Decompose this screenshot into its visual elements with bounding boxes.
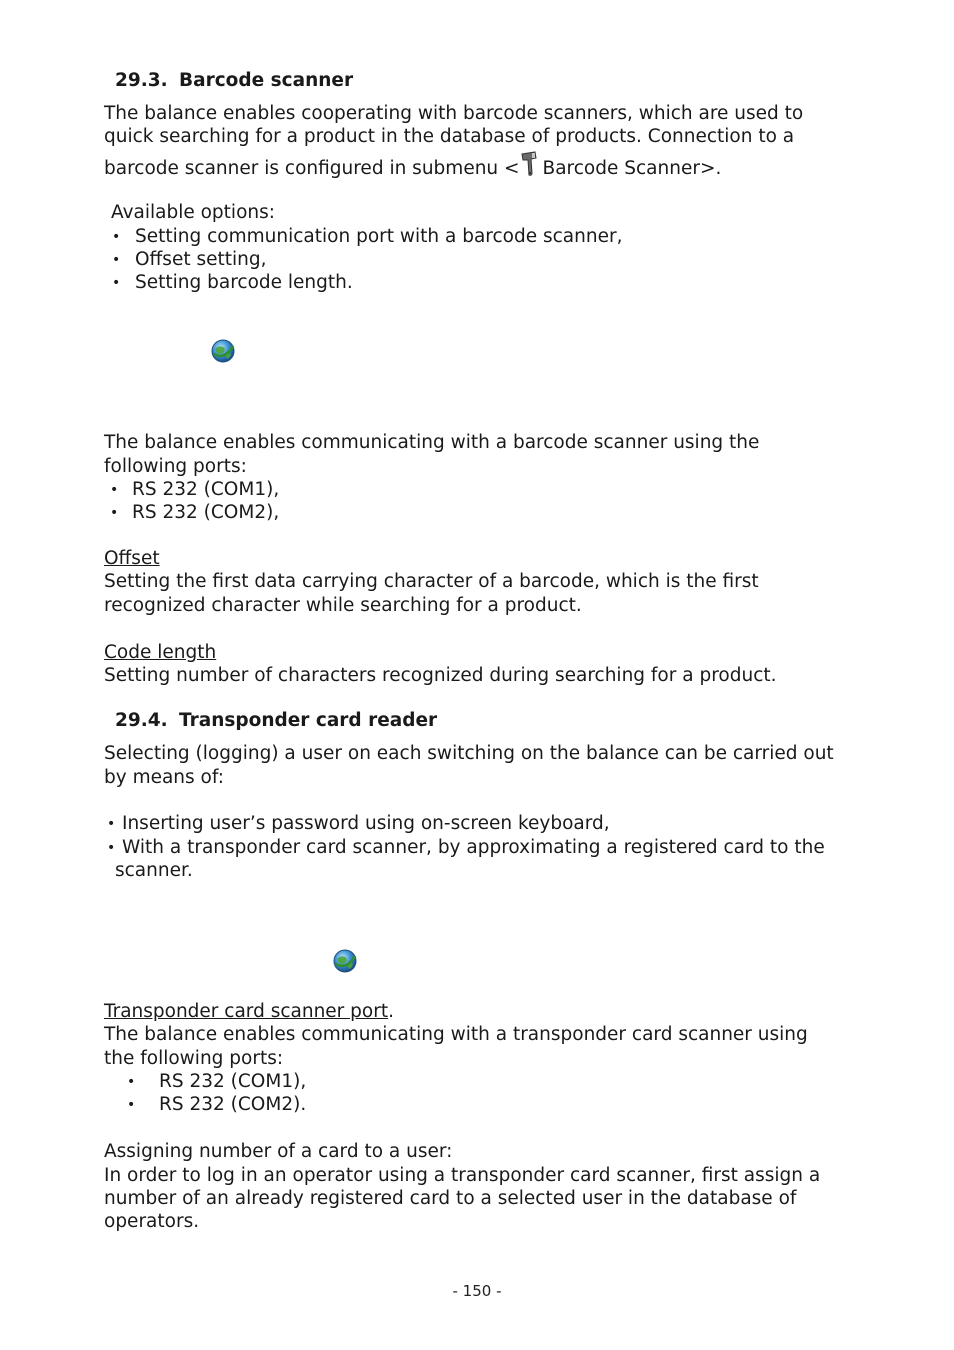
bullet-icon: •: [127, 1097, 136, 1113]
bullet-icon: •: [107, 840, 116, 856]
globe-icon: [210, 338, 236, 364]
paragraph-line: [104, 151, 721, 181]
bullet-icon: •: [112, 252, 121, 268]
bullet-icon: •: [112, 229, 121, 245]
list-item: Offset setting,: [135, 249, 267, 270]
list-item: RS 232 (COM2),: [132, 502, 280, 523]
paragraph-line: quick searching for a product in the database of products. Connection to a: [104, 126, 795, 147]
bullet-icon: •: [112, 275, 121, 291]
options-label: Available options:: [111, 202, 275, 223]
subheading-assign: Assigning number of a card to a user:: [104, 1141, 453, 1162]
paragraph-line: The balance enables cooperating with barcode scanners, which are used to: [104, 103, 804, 124]
paragraph-line: Selecting (logging) a user on each switching on the balance can be carried out: [104, 743, 834, 764]
list-item: With a transponder card scanner, by approximating a registered card to the: [122, 837, 825, 858]
bullet-icon: •: [110, 482, 119, 498]
list-item: RS 232 (COM1),: [159, 1071, 307, 1092]
section-title: Barcode scanner: [179, 70, 354, 91]
subheading-offset: Offset: [104, 548, 160, 569]
bullet-icon: •: [107, 816, 116, 832]
subheading-port: [104, 1000, 394, 1024]
paragraph-line: The balance enables communicating with a barcode scanner using the: [104, 432, 760, 453]
paragraph-line: by means of:: [104, 767, 224, 788]
barcode-scanner-icon: [520, 151, 540, 177]
section-number: 29.4.: [115, 710, 168, 731]
list-item: RS 232 (COM1),: [132, 479, 280, 500]
port-subheading-text: Transponder card scanner port: [104, 1001, 389, 1022]
page-number: - 150 -: [452, 1282, 502, 1300]
bullet-icon: •: [110, 505, 119, 521]
paragraph-line: In order to log in an operator using a transponder card scanner, first assign a: [104, 1165, 821, 1186]
list-item: Setting communication port with a barcode scanner,: [135, 226, 623, 247]
list-item-continuation: scanner.: [115, 860, 193, 881]
paragraph-line: Setting the first data carrying character of a barcode, which is the first: [104, 571, 759, 592]
bullet-icon: •: [127, 1074, 136, 1090]
paragraph-line: The balance enables communicating with a transponder card scanner using: [104, 1024, 808, 1045]
section-heading-transponder: [115, 709, 437, 732]
section-number: 29.3.: [115, 70, 168, 91]
paragraph-line: the following ports:: [104, 1048, 284, 1069]
section-title: Transponder card reader: [179, 710, 438, 731]
list-item: Inserting user’s password using on-screen keyboard,: [122, 813, 610, 834]
list-item: RS 232 (COM2).: [159, 1094, 307, 1115]
submenu-text-suffix: Barcode Scanner>.: [542, 158, 722, 179]
globe-icon: [332, 948, 358, 974]
paragraph-line: number of an already registered card to a selected user in the database of: [104, 1188, 797, 1209]
subheading-code-length: Code length: [104, 642, 217, 663]
paragraph-line: Setting number of characters recognized during searching for a product.: [104, 665, 777, 686]
paragraph-line: following ports:: [104, 456, 247, 477]
paragraph-line: operators.: [104, 1211, 200, 1232]
port-subheading-dot: .: [388, 1001, 394, 1022]
section-heading-barcode: [115, 69, 353, 92]
list-item: Setting barcode length.: [135, 272, 353, 293]
paragraph-line: recognized character while searching for a product.: [104, 595, 582, 616]
submenu-text-prefix: barcode scanner is configured in submenu <: [104, 158, 520, 179]
